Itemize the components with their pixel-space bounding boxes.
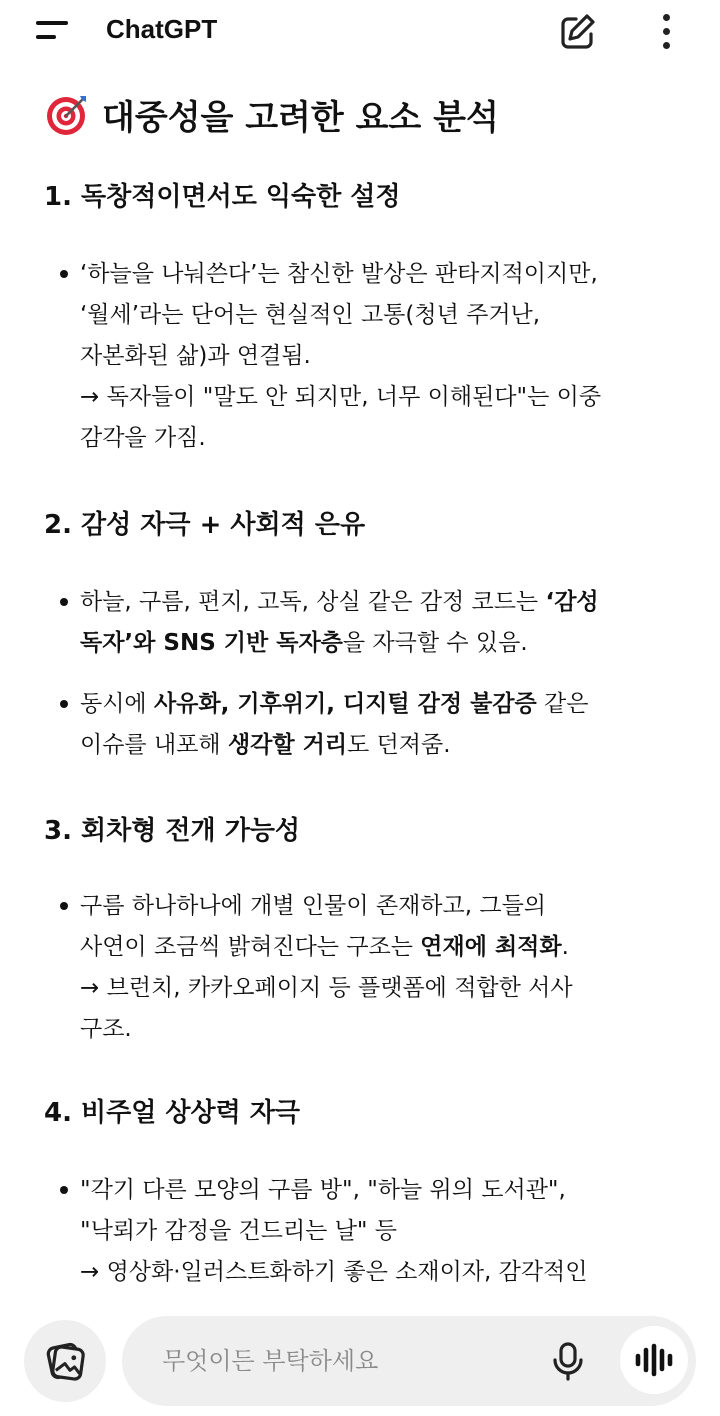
list-item xyxy=(62,582,682,664)
section-1-title: 1. 독창적이면서도 익숙한 설정 xyxy=(44,182,401,212)
dictation-button[interactable] xyxy=(546,1339,590,1383)
top-app-bar xyxy=(0,0,720,62)
more-vertical-icon-dot xyxy=(663,28,670,35)
text-line: "각기 다른 모양의 구름 방", "하늘 위의 도서관", xyxy=(80,1177,566,1203)
text-run: 도 던져줌. xyxy=(347,732,451,758)
text-run: 같은 xyxy=(536,691,589,717)
text-run: 이슈를 내포해 xyxy=(80,732,228,758)
bullet-dot xyxy=(60,598,68,606)
new-chat-pencil-icon xyxy=(556,10,600,54)
text-line: 자본화된 삶)과 연결됨. xyxy=(80,343,311,369)
voice-mode-icon xyxy=(620,1326,688,1394)
assistant-message xyxy=(0,62,720,1312)
microphone-icon xyxy=(546,1339,590,1383)
text-line: 구조. xyxy=(80,1016,132,1042)
more-vertical-icon xyxy=(663,14,670,21)
text-line xyxy=(80,582,682,623)
text-line: → 독자들이 "말도 안 되지만, 너무 이해된다"는 이중 xyxy=(80,384,602,410)
menu-icon xyxy=(36,21,68,25)
text-line: → 브런치, 카카오페이지 등 플랫폼에 적합한 서사 xyxy=(80,975,573,1001)
text-run: 을 자극할 수 있음. xyxy=(342,630,528,656)
text-run: 사연이 조금씩 밝혀진다는 구조는 xyxy=(80,934,421,960)
list-item xyxy=(62,254,682,459)
text-line xyxy=(80,725,682,766)
text-run: 동시에 xyxy=(80,691,154,717)
attach-image-button[interactable] xyxy=(24,1320,106,1402)
message-heading xyxy=(44,90,499,139)
voice-mode-button[interactable] xyxy=(620,1326,688,1394)
bullet-dot xyxy=(60,1186,68,1194)
bold-text: 독자’와 SNS 기반 독자층 xyxy=(80,630,343,656)
text-line xyxy=(80,927,682,968)
list-item-text xyxy=(80,886,682,1050)
bold-text: 연재에 최적화 xyxy=(420,934,562,960)
list-item xyxy=(62,886,682,1050)
list-item xyxy=(62,684,682,766)
bold-text: 사유화, 기후위기, 디지털 감정 불감증 xyxy=(153,691,537,717)
bold-text: 생각할 거리 xyxy=(227,732,348,758)
more-options-button[interactable] xyxy=(650,10,684,54)
composer-bar xyxy=(0,1312,720,1416)
text-run: 하늘, 구름, 편지, 고독, 상실 같은 감정 코드는 xyxy=(80,589,546,615)
list-item xyxy=(62,1170,682,1293)
text-line xyxy=(80,684,682,725)
bold-text: ‘감성 xyxy=(545,589,599,615)
text-run: . xyxy=(561,934,569,960)
more-vertical-icon-dot xyxy=(663,42,670,49)
text-line: 감각을 가짐. xyxy=(80,425,206,451)
menu-icon-short-line xyxy=(36,35,56,39)
message-input[interactable] xyxy=(160,1342,544,1380)
text-line: → 영상화·일러스트화하기 좋은 소재이자, 감각적인 xyxy=(80,1259,588,1285)
text-line: ‘월세’라는 단어는 현실적인 고통(청년 주거난, xyxy=(80,302,541,328)
bullet-dot xyxy=(60,270,68,278)
list-item-text xyxy=(80,684,682,766)
section-4-title: 4. 비주얼 상상력 자극 xyxy=(44,1098,301,1128)
image-attach-icon xyxy=(24,1320,106,1402)
target-emoji-icon xyxy=(44,92,90,138)
list-item-text xyxy=(80,254,682,459)
message-input-container xyxy=(122,1316,696,1406)
bullet-dot xyxy=(60,902,68,910)
heading-text: 대중성을 고려한 요소 분석 xyxy=(102,98,499,138)
list-item-text xyxy=(80,1170,682,1293)
menu-button[interactable] xyxy=(34,18,74,44)
text-line: "낙뢰가 감정을 건드리는 날" 등 xyxy=(80,1218,398,1244)
section-3-title: 3. 회차형 전개 가능성 xyxy=(44,816,301,846)
bullet-dot xyxy=(60,700,68,708)
app-title: ChatGPT xyxy=(106,14,218,44)
list-item-text xyxy=(80,582,682,664)
text-line: 구름 하나하나에 개별 인물이 존재하고, 그들의 xyxy=(80,893,547,919)
text-line xyxy=(80,623,682,664)
text-line: ‘하늘을 나눠쓴다’는 참신한 발상은 판타지적이지만, xyxy=(80,261,598,287)
new-chat-button[interactable] xyxy=(556,10,600,54)
section-2-title: 2. 감성 자극 + 사회적 은유 xyxy=(44,510,366,540)
